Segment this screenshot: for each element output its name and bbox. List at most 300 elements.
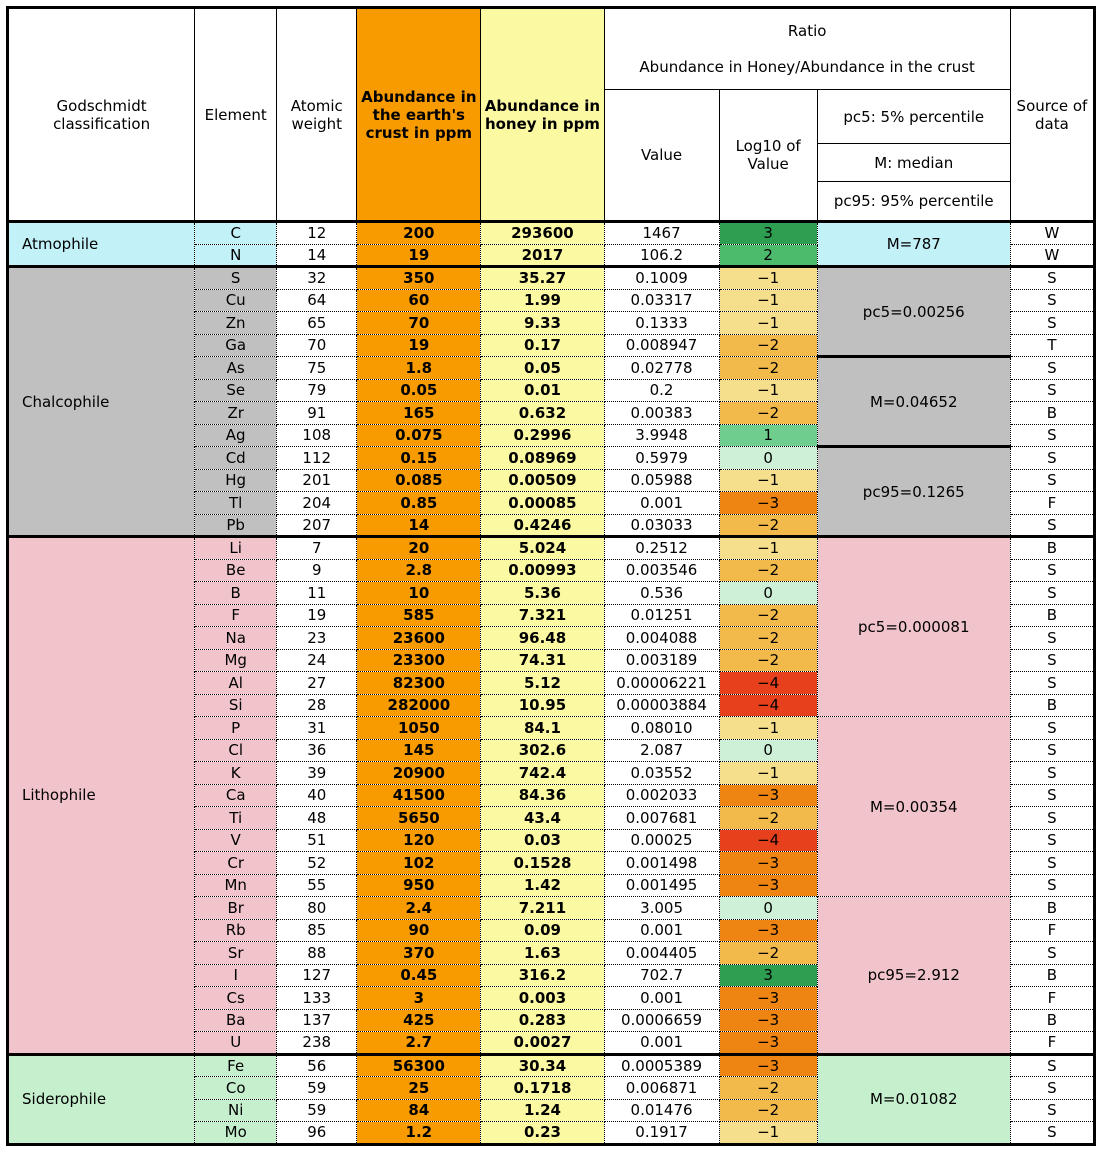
source-cell: S bbox=[1010, 784, 1094, 807]
atomic-weight-cell: 108 bbox=[277, 424, 357, 447]
source-cell: S bbox=[1010, 559, 1094, 582]
log10-cell: −1 bbox=[719, 379, 817, 402]
source-cell: F bbox=[1010, 919, 1094, 942]
crust-abundance-cell: 14 bbox=[357, 514, 481, 537]
ratio-value-cell: 702.7 bbox=[604, 964, 719, 987]
crust-abundance-cell: 84 bbox=[357, 1099, 481, 1122]
source-cell: B bbox=[1010, 402, 1094, 425]
element-cell: Mn bbox=[195, 874, 277, 897]
source-cell: S bbox=[1010, 672, 1094, 695]
honey-abundance-cell: 1.42 bbox=[481, 874, 604, 897]
honey-abundance-cell: 0.00509 bbox=[481, 469, 604, 492]
atomic-weight-cell: 64 bbox=[277, 289, 357, 312]
atomic-weight-cell: 14 bbox=[277, 244, 357, 267]
crust-abundance-cell: 0.05 bbox=[357, 379, 481, 402]
source-cell: S bbox=[1010, 1099, 1094, 1122]
crust-abundance-cell: 2.7 bbox=[357, 1032, 481, 1055]
log10-cell: −2 bbox=[719, 334, 817, 357]
percentile-stat-cell: pc95=0.1265 bbox=[817, 447, 1010, 537]
element-cell: Tl bbox=[195, 492, 277, 515]
source-cell: T bbox=[1010, 334, 1094, 357]
element-cell: Hg bbox=[195, 469, 277, 492]
source-cell: F bbox=[1010, 492, 1094, 515]
source-cell: S bbox=[1010, 1054, 1094, 1077]
crust-abundance-cell: 350 bbox=[357, 267, 481, 290]
source-cell: S bbox=[1010, 874, 1094, 897]
element-cell: Li bbox=[195, 537, 277, 560]
atomic-weight-cell: 85 bbox=[277, 919, 357, 942]
crust-abundance-cell: 2.4 bbox=[357, 897, 481, 920]
percentile-stat-cell: pc95=2.912 bbox=[817, 897, 1010, 1055]
element-cell: B bbox=[195, 582, 277, 605]
ratio-value-cell: 1467 bbox=[604, 222, 719, 245]
source-cell: S bbox=[1010, 424, 1094, 447]
honey-abundance-cell: 0.2996 bbox=[481, 424, 604, 447]
atomic-weight-cell: 96 bbox=[277, 1122, 357, 1145]
crust-abundance-cell: 3 bbox=[357, 987, 481, 1010]
atomic-weight-cell: 9 bbox=[277, 559, 357, 582]
ratio-value-cell: 0.02778 bbox=[604, 357, 719, 380]
log10-cell: −2 bbox=[719, 559, 817, 582]
element-cell: Rb bbox=[195, 919, 277, 942]
crust-abundance-cell: 0.085 bbox=[357, 469, 481, 492]
source-cell: S bbox=[1010, 717, 1094, 740]
crust-abundance-cell: 90 bbox=[357, 919, 481, 942]
element-cell: C bbox=[195, 222, 277, 245]
source-cell: F bbox=[1010, 987, 1094, 1010]
crust-abundance-cell: 20900 bbox=[357, 762, 481, 785]
crust-abundance-cell: 102 bbox=[357, 852, 481, 875]
header-source: Source of data bbox=[1010, 8, 1094, 222]
source-cell: S bbox=[1010, 762, 1094, 785]
source-cell: S bbox=[1010, 447, 1094, 470]
crust-abundance-cell: 25 bbox=[357, 1077, 481, 1100]
log10-cell: −3 bbox=[719, 1054, 817, 1077]
atomic-weight-cell: 56 bbox=[277, 1054, 357, 1077]
crust-abundance-cell: 2.8 bbox=[357, 559, 481, 582]
atomic-weight-cell: 23 bbox=[277, 627, 357, 650]
ratio-value-cell: 0.001 bbox=[604, 919, 719, 942]
ratio-value-cell: 0.03317 bbox=[604, 289, 719, 312]
classification-cell-chalcophile: Chalcophile bbox=[8, 267, 195, 537]
table-row-S bbox=[8, 267, 1095, 290]
source-cell: S bbox=[1010, 312, 1094, 335]
log10-cell: 0 bbox=[719, 447, 817, 470]
classification-cell-siderophile: Siderophile bbox=[8, 1054, 195, 1144]
source-cell: S bbox=[1010, 267, 1094, 290]
honey-abundance-cell: 9.33 bbox=[481, 312, 604, 335]
header-ratio-value: Value bbox=[604, 90, 719, 222]
atomic-weight-cell: 70 bbox=[277, 334, 357, 357]
log10-cell: −4 bbox=[719, 672, 817, 695]
log10-cell: 1 bbox=[719, 424, 817, 447]
log10-cell: −2 bbox=[719, 627, 817, 650]
honey-abundance-cell: 0.01 bbox=[481, 379, 604, 402]
atomic-weight-cell: 48 bbox=[277, 807, 357, 830]
ratio-value-cell: 0.006871 bbox=[604, 1077, 719, 1100]
header-median-legend: M: median bbox=[817, 144, 1010, 182]
atomic-weight-cell: 12 bbox=[277, 222, 357, 245]
atomic-weight-cell: 201 bbox=[277, 469, 357, 492]
element-cell: Ag bbox=[195, 424, 277, 447]
crust-abundance-cell: 1.2 bbox=[357, 1122, 481, 1145]
honey-abundance-cell: 0.1718 bbox=[481, 1077, 604, 1100]
honey-abundance-cell: 1.99 bbox=[481, 289, 604, 312]
element-cell: As bbox=[195, 357, 277, 380]
crust-abundance-cell: 1.8 bbox=[357, 357, 481, 380]
element-cell: Mg bbox=[195, 649, 277, 672]
source-cell: S bbox=[1010, 649, 1094, 672]
atomic-weight-cell: 207 bbox=[277, 514, 357, 537]
ratio-value-cell: 0.01476 bbox=[604, 1099, 719, 1122]
log10-cell: −4 bbox=[719, 694, 817, 717]
ratio-value-cell: 0.536 bbox=[604, 582, 719, 605]
source-cell: S bbox=[1010, 357, 1094, 380]
percentile-stat-cell: pc5=0.000081 bbox=[817, 537, 1010, 717]
atomic-weight-cell: 79 bbox=[277, 379, 357, 402]
element-cell: U bbox=[195, 1032, 277, 1055]
crust-abundance-cell: 200 bbox=[357, 222, 481, 245]
element-cell: Ni bbox=[195, 1099, 277, 1122]
log10-cell: −1 bbox=[719, 717, 817, 740]
element-cell: I bbox=[195, 964, 277, 987]
classification-cell-lithophile: Lithophile bbox=[8, 537, 195, 1055]
atomic-weight-cell: 11 bbox=[277, 582, 357, 605]
log10-cell: −2 bbox=[719, 357, 817, 380]
honey-abundance-cell: 0.003 bbox=[481, 987, 604, 1010]
atomic-weight-cell: 39 bbox=[277, 762, 357, 785]
ratio-value-cell: 0.004405 bbox=[604, 942, 719, 965]
honey-abundance-cell: 1.24 bbox=[481, 1099, 604, 1122]
honey-abundance-cell: 96.48 bbox=[481, 627, 604, 650]
ratio-value-cell: 0.0006659 bbox=[604, 1009, 719, 1032]
atomic-weight-cell: 137 bbox=[277, 1009, 357, 1032]
ratio-value-cell: 0.008947 bbox=[604, 334, 719, 357]
element-cell: Se bbox=[195, 379, 277, 402]
ratio-value-cell: 0.00003884 bbox=[604, 694, 719, 717]
honey-abundance-cell: 43.4 bbox=[481, 807, 604, 830]
log10-cell: 0 bbox=[719, 739, 817, 762]
element-cell: Ti bbox=[195, 807, 277, 830]
log10-cell: −3 bbox=[719, 987, 817, 1010]
log10-cell: −4 bbox=[719, 829, 817, 852]
percentile-stat-cell: pc5=0.00256 bbox=[817, 267, 1010, 357]
log10-cell: −3 bbox=[719, 1032, 817, 1055]
ratio-value-cell: 0.001498 bbox=[604, 852, 719, 875]
source-cell: B bbox=[1010, 604, 1094, 627]
element-cell: Cu bbox=[195, 289, 277, 312]
honey-abundance-cell: 30.34 bbox=[481, 1054, 604, 1077]
crust-abundance-cell: 56300 bbox=[357, 1054, 481, 1077]
table-row-Fe bbox=[8, 1054, 1095, 1077]
ratio-value-cell: 0.004088 bbox=[604, 627, 719, 650]
honey-abundance-cell: 2017 bbox=[481, 244, 604, 267]
atomic-weight-cell: 238 bbox=[277, 1032, 357, 1055]
honey-abundance-cell: 0.0027 bbox=[481, 1032, 604, 1055]
honey-abundance-cell: 10.95 bbox=[481, 694, 604, 717]
element-cell: Cl bbox=[195, 739, 277, 762]
source-cell: B bbox=[1010, 897, 1094, 920]
crust-abundance-cell: 70 bbox=[357, 312, 481, 335]
element-cell: P bbox=[195, 717, 277, 740]
log10-cell: −2 bbox=[719, 1099, 817, 1122]
ratio-value-cell: 0.0005389 bbox=[604, 1054, 719, 1077]
atomic-weight-cell: 80 bbox=[277, 897, 357, 920]
header-atomic-weight: Atomic weight bbox=[277, 8, 357, 222]
honey-abundance-cell: 0.17 bbox=[481, 334, 604, 357]
ratio-value-cell: 0.007681 bbox=[604, 807, 719, 830]
honey-abundance-cell: 0.00993 bbox=[481, 559, 604, 582]
crust-abundance-cell: 23300 bbox=[357, 649, 481, 672]
crust-abundance-cell: 425 bbox=[357, 1009, 481, 1032]
table-header bbox=[8, 8, 1095, 222]
element-cell: K bbox=[195, 762, 277, 785]
element-cell: Na bbox=[195, 627, 277, 650]
crust-abundance-cell: 282000 bbox=[357, 694, 481, 717]
log10-cell: 3 bbox=[719, 964, 817, 987]
honey-abundance-cell: 35.27 bbox=[481, 267, 604, 290]
log10-cell: 2 bbox=[719, 244, 817, 267]
atomic-weight-cell: 88 bbox=[277, 942, 357, 965]
honey-abundance-cell: 0.283 bbox=[481, 1009, 604, 1032]
log10-cell: −3 bbox=[719, 874, 817, 897]
ratio-value-cell: 0.001 bbox=[604, 1032, 719, 1055]
log10-cell: −3 bbox=[719, 852, 817, 875]
crust-abundance-cell: 0.15 bbox=[357, 447, 481, 470]
header-element: Element bbox=[195, 8, 277, 222]
header-log10: Log10 of Value bbox=[719, 90, 817, 222]
log10-cell: −1 bbox=[719, 537, 817, 560]
source-cell: B bbox=[1010, 694, 1094, 717]
log10-cell: −1 bbox=[719, 267, 817, 290]
ratio-value-cell: 3.9948 bbox=[604, 424, 719, 447]
percentile-stat-cell: M=0.01082 bbox=[817, 1054, 1010, 1144]
ratio-value-cell: 0.01251 bbox=[604, 604, 719, 627]
atomic-weight-cell: 32 bbox=[277, 267, 357, 290]
crust-abundance-cell: 585 bbox=[357, 604, 481, 627]
crust-abundance-cell: 82300 bbox=[357, 672, 481, 695]
honey-abundance-cell: 293600 bbox=[481, 222, 604, 245]
ratio-value-cell: 0.03033 bbox=[604, 514, 719, 537]
honey-abundance-cell: 316.2 bbox=[481, 964, 604, 987]
crust-abundance-cell: 145 bbox=[357, 739, 481, 762]
honey-abundance-cell: 0.4246 bbox=[481, 514, 604, 537]
atomic-weight-cell: 51 bbox=[277, 829, 357, 852]
element-cell: Br bbox=[195, 897, 277, 920]
atomic-weight-cell: 40 bbox=[277, 784, 357, 807]
atomic-weight-cell: 59 bbox=[277, 1099, 357, 1122]
honey-abundance-cell: 0.08969 bbox=[481, 447, 604, 470]
log10-cell: −2 bbox=[719, 604, 817, 627]
log10-cell: −2 bbox=[719, 1077, 817, 1100]
ratio-value-cell: 3.005 bbox=[604, 897, 719, 920]
honey-abundance-cell: 0.05 bbox=[481, 357, 604, 380]
crust-abundance-cell: 0.45 bbox=[357, 964, 481, 987]
log10-cell: 3 bbox=[719, 222, 817, 245]
source-cell: B bbox=[1010, 964, 1094, 987]
element-cell: Cs bbox=[195, 987, 277, 1010]
honey-abundance-cell: 742.4 bbox=[481, 762, 604, 785]
atomic-weight-cell: 59 bbox=[277, 1077, 357, 1100]
log10-cell: −2 bbox=[719, 402, 817, 425]
atomic-weight-cell: 91 bbox=[277, 402, 357, 425]
header-honey-abundance: Abundance in honey in ppm bbox=[481, 8, 604, 222]
source-cell: S bbox=[1010, 514, 1094, 537]
element-cell: V bbox=[195, 829, 277, 852]
log10-cell: −3 bbox=[719, 492, 817, 515]
percentile-stat-cell: M=0.04652 bbox=[817, 357, 1010, 447]
source-cell: S bbox=[1010, 852, 1094, 875]
crust-abundance-cell: 120 bbox=[357, 829, 481, 852]
log10-cell: −3 bbox=[719, 784, 817, 807]
source-cell: S bbox=[1010, 829, 1094, 852]
honey-abundance-cell: 0.23 bbox=[481, 1122, 604, 1145]
source-cell: S bbox=[1010, 739, 1094, 762]
ratio-value-cell: 0.5979 bbox=[604, 447, 719, 470]
percentile-stat-cell: M=787 bbox=[817, 222, 1010, 267]
crust-abundance-cell: 0.85 bbox=[357, 492, 481, 515]
log10-cell: −1 bbox=[719, 312, 817, 335]
header-crust-abundance: Abundance in the earth's crust in ppm bbox=[357, 8, 481, 222]
honey-abundance-cell: 0.00085 bbox=[481, 492, 604, 515]
honey-abundance-cell: 0.09 bbox=[481, 919, 604, 942]
honey-abundance-cell: 7.211 bbox=[481, 897, 604, 920]
abundance-table bbox=[6, 6, 1096, 1146]
atomic-weight-cell: 127 bbox=[277, 964, 357, 987]
ratio-value-cell: 0.08010 bbox=[604, 717, 719, 740]
log10-cell: −2 bbox=[719, 514, 817, 537]
element-cell: Sr bbox=[195, 942, 277, 965]
honey-abundance-cell: 84.36 bbox=[481, 784, 604, 807]
element-cell: Si bbox=[195, 694, 277, 717]
header-classification: Godschmidt classification bbox=[8, 8, 195, 222]
log10-cell: −2 bbox=[719, 807, 817, 830]
element-cell: Zr bbox=[195, 402, 277, 425]
log10-cell: −1 bbox=[719, 1122, 817, 1145]
honey-abundance-cell: 5.12 bbox=[481, 672, 604, 695]
honey-abundance-cell: 84.1 bbox=[481, 717, 604, 740]
log10-cell: −2 bbox=[719, 649, 817, 672]
atomic-weight-cell: 112 bbox=[277, 447, 357, 470]
element-cell: Mo bbox=[195, 1122, 277, 1145]
table-row-Li bbox=[8, 537, 1095, 560]
source-cell: B bbox=[1010, 537, 1094, 560]
honey-abundance-cell: 0.03 bbox=[481, 829, 604, 852]
ratio-value-cell: 0.001 bbox=[604, 492, 719, 515]
source-cell: F bbox=[1010, 1032, 1094, 1055]
honey-abundance-cell: 0.1528 bbox=[481, 852, 604, 875]
crust-abundance-cell: 370 bbox=[357, 942, 481, 965]
atomic-weight-cell: 27 bbox=[277, 672, 357, 695]
atomic-weight-cell: 36 bbox=[277, 739, 357, 762]
source-cell: S bbox=[1010, 1122, 1094, 1145]
element-cell: Cr bbox=[195, 852, 277, 875]
source-cell: S bbox=[1010, 942, 1094, 965]
ratio-value-cell: 0.00025 bbox=[604, 829, 719, 852]
crust-abundance-cell: 5650 bbox=[357, 807, 481, 830]
log10-cell: −1 bbox=[719, 289, 817, 312]
element-cell: Ca bbox=[195, 784, 277, 807]
ratio-value-cell: 0.001 bbox=[604, 987, 719, 1010]
element-cell: Al bbox=[195, 672, 277, 695]
crust-abundance-cell: 60 bbox=[357, 289, 481, 312]
ratio-value-cell: 0.05988 bbox=[604, 469, 719, 492]
element-cell: Cd bbox=[195, 447, 277, 470]
source-cell: S bbox=[1010, 582, 1094, 605]
element-cell: Zn bbox=[195, 312, 277, 335]
log10-cell: 0 bbox=[719, 897, 817, 920]
classification-cell-atmophile: Atmophile bbox=[8, 222, 195, 267]
element-cell: Fe bbox=[195, 1054, 277, 1077]
crust-abundance-cell: 950 bbox=[357, 874, 481, 897]
crust-abundance-cell: 20 bbox=[357, 537, 481, 560]
atomic-weight-cell: 52 bbox=[277, 852, 357, 875]
ratio-value-cell: 106.2 bbox=[604, 244, 719, 267]
atomic-weight-cell: 31 bbox=[277, 717, 357, 740]
table-body bbox=[8, 222, 1095, 1145]
atomic-weight-cell: 75 bbox=[277, 357, 357, 380]
ratio-value-cell: 0.03552 bbox=[604, 762, 719, 785]
source-cell: S bbox=[1010, 807, 1094, 830]
log10-cell: 0 bbox=[719, 582, 817, 605]
ratio-value-cell: 0.2 bbox=[604, 379, 719, 402]
crust-abundance-cell: 165 bbox=[357, 402, 481, 425]
crust-abundance-cell: 19 bbox=[357, 244, 481, 267]
crust-abundance-cell: 0.075 bbox=[357, 424, 481, 447]
atomic-weight-cell: 28 bbox=[277, 694, 357, 717]
honey-abundance-cell: 5.36 bbox=[481, 582, 604, 605]
source-cell: W bbox=[1010, 222, 1094, 245]
element-cell: Pb bbox=[195, 514, 277, 537]
crust-abundance-cell: 19 bbox=[357, 334, 481, 357]
source-cell: B bbox=[1010, 1009, 1094, 1032]
percentile-stat-cell: M=0.00354 bbox=[817, 717, 1010, 897]
ratio-value-cell: 0.002033 bbox=[604, 784, 719, 807]
source-cell: S bbox=[1010, 627, 1094, 650]
honey-abundance-cell: 5.024 bbox=[481, 537, 604, 560]
header-pc5-legend: pc5: 5% percentile bbox=[817, 90, 1010, 144]
crust-abundance-cell: 10 bbox=[357, 582, 481, 605]
crust-abundance-cell: 41500 bbox=[357, 784, 481, 807]
element-cell: S bbox=[195, 267, 277, 290]
element-cell: Be bbox=[195, 559, 277, 582]
source-cell: S bbox=[1010, 469, 1094, 492]
header-ratio-subtitle: Abundance in Honey/Abundance in the crust bbox=[639, 58, 975, 76]
atomic-weight-cell: 133 bbox=[277, 987, 357, 1010]
atomic-weight-cell: 65 bbox=[277, 312, 357, 335]
crust-abundance-cell: 1050 bbox=[357, 717, 481, 740]
ratio-value-cell: 0.1917 bbox=[604, 1122, 719, 1145]
atomic-weight-cell: 204 bbox=[277, 492, 357, 515]
log10-cell: −3 bbox=[719, 919, 817, 942]
ratio-value-cell: 0.00006221 bbox=[604, 672, 719, 695]
atomic-weight-cell: 24 bbox=[277, 649, 357, 672]
ratio-value-cell: 0.2512 bbox=[604, 537, 719, 560]
source-cell: S bbox=[1010, 289, 1094, 312]
source-cell: S bbox=[1010, 1077, 1094, 1100]
atomic-weight-cell: 7 bbox=[277, 537, 357, 560]
element-cell: N bbox=[195, 244, 277, 267]
log10-cell: −1 bbox=[719, 469, 817, 492]
ratio-value-cell: 0.003189 bbox=[604, 649, 719, 672]
source-cell: W bbox=[1010, 244, 1094, 267]
atomic-weight-cell: 55 bbox=[277, 874, 357, 897]
ratio-value-cell: 2.087 bbox=[604, 739, 719, 762]
honey-abundance-cell: 0.632 bbox=[481, 402, 604, 425]
ratio-value-cell: 0.00383 bbox=[604, 402, 719, 425]
log10-cell: −1 bbox=[719, 762, 817, 785]
table-row-C bbox=[8, 222, 1095, 245]
